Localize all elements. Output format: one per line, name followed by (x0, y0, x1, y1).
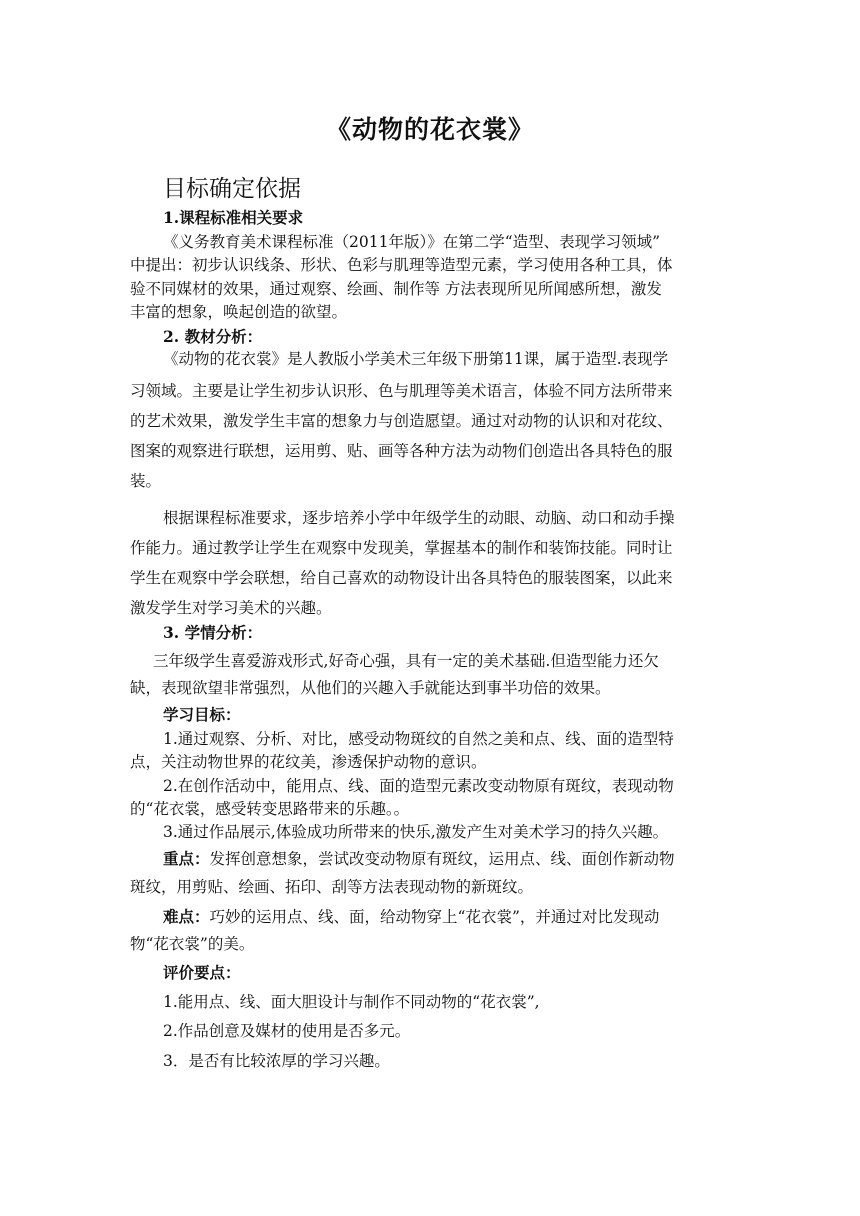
paragraph-line: 装。 (130, 472, 162, 490)
paragraph-line: 作能力。通过教学让学生在观察中发现美，掌握基本的制作和装饰技能。同时让 (130, 539, 673, 557)
paragraph-line: 缺，表现欲望非常强烈，从他们的兴趣入手就能达到事半功倍的效果。 (130, 679, 611, 697)
evaluation-item: 1.能用点、线、面大胆设计与制作不同动物的“花衣裳”, (163, 993, 540, 1011)
paragraph-line: 中提出：初步认识线条、形状、色彩与肌理等造型元素，学习使用各种工具，体 (130, 256, 673, 274)
paragraph-line: 1.通过观察、分析、对比，感受动物斑纹的自然之美和点、线、面的造型特 (163, 730, 674, 748)
paragraph-line: 物“花衣裳”的美。 (130, 935, 255, 953)
heading-textbook-analysis: 2. 教材分析： (163, 327, 263, 346)
difficulty-text: 巧妙的运用点、线、面，给动物穿上“花衣裳”，并通过对比发现动 (209, 908, 660, 926)
heading-learner-analysis: 3. 学情分析： (163, 623, 263, 642)
paragraph-line: 《动物的花衣裳》是人教版小学美术三年级下册第11课，属于造型.表现学 (163, 350, 669, 368)
key-point-label: 重点： (163, 849, 210, 868)
paragraph-line: 激发学生对学习美术的兴趣。 (130, 599, 332, 617)
evaluation-item: 2.作品创意及媒材的使用是否多元。 (163, 1022, 411, 1040)
paragraph-line: 斑纹，用剪贴、绘画、拓印、刮等方法表现动物的新斑纹。 (130, 878, 534, 896)
paragraph-line: 《义务教育美术课程标准（2011年版）》在第二学“造型、表现学习领域” (163, 233, 661, 251)
paragraph-line: 图案的观察进行联想，运用剪、贴、画等各种方法为动物们创造出各具特色的服 (130, 442, 673, 460)
heading-learning-goals: 学习目标： (163, 705, 241, 724)
key-point-line (163, 848, 675, 870)
paragraph-line: 的“花衣裳，感受转变思路带来的乐趣。。 (130, 800, 410, 818)
paragraph-line: 验不同媒材的效果，通过观察、绘画、制作等 方法表现所见所闻感所想，激发 (130, 280, 662, 298)
heading-curriculum-standard: 1.课程标准相关要求 (163, 208, 304, 227)
paragraph-line: 3.通过作品展示,体验成功所带来的快乐,激发产生对美术学习的持久兴趣。 (163, 823, 669, 841)
difficulty-line (163, 906, 659, 928)
paragraph-line: 的艺术效果，激发学生丰富的想象力与创造愿望。通过对动物的认识和对花纹、 (130, 412, 673, 430)
paragraph-line: 根据课程标准要求，逐步培养小学中年级学生的动眼、动脑、动口和动手操 (163, 509, 675, 527)
paragraph-line: 丰富的想象，唤起创造的欲望。 (130, 303, 348, 321)
evaluation-item: 3．是否有比较浓厚的学习兴趣。 (163, 1052, 390, 1070)
paragraph-line: 2.在创作活动中，能用点、线、面的造型元素改变动物原有斑纹，表现动物 (163, 777, 674, 795)
paragraph-line: 三年级学生喜爱游戏形式,好奇心强，具有一定的美术基础.但造型能力还欠 (153, 652, 659, 670)
paragraph-line: 学生在观察中学会联想，给自己喜欢的动物设计出各具特色的服装图案，以此来 (130, 569, 673, 587)
difficulty-label: 难点： (163, 907, 210, 926)
paragraph-line: 习领域。主要是让学生初步认识形、色与肌理等美术语言，体验不同方法所带来 (130, 382, 673, 400)
key-point-text: 发挥创意想象，尝试改变动物原有斑纹，运用点、线、面创作新动物 (209, 850, 675, 868)
heading-evaluation-points: 评价要点： (163, 963, 241, 982)
section-heading: 目标确定依据 (163, 176, 301, 202)
paragraph-line: 点，关注动物世界的花纹美，渗透保护动物的意识。 (130, 753, 487, 771)
document-title: 《动物的花衣裳》 (325, 115, 534, 144)
